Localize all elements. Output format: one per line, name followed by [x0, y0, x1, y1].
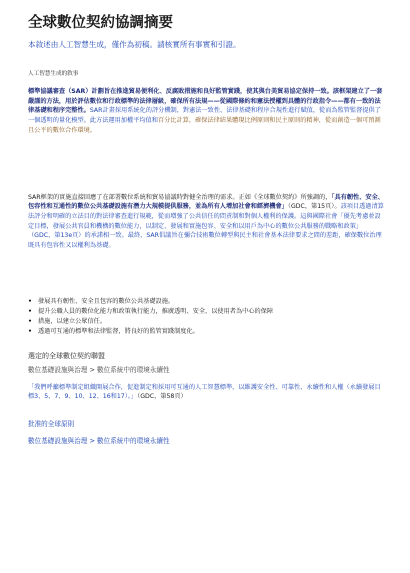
bullet-list [28, 297, 384, 337]
list-item: • 措施，以建立公眾信任。 [28, 317, 107, 325]
paragraph-2-quote: 「具有韌性、安全、包容性和互通性的數位公共基礎設施有潛力大規模提供服務，並為所有人增加社會和經濟機會」 [28, 193, 384, 211]
category-link-1[interactable]: 數位基礎設施與治理 > 數位系統中的環境永續性 [28, 365, 170, 374]
list-item: • 提升公職人員的數位化能力和政策執行能力，推廣透明、安全、以使用者為中心的保障 [28, 307, 274, 315]
quote-text: 「我們呼籲標準制定組織開展合作，促進制定和採用可互通的人工智慧標準，以維護安全性、可靠性、永續性和人權（永續發展目標3、5、7、9、10、12、16和17）。」 [28, 383, 381, 401]
page-title: 全球數位契約協調摘要 [28, 15, 173, 31]
category-link-2[interactable]: 數位基礎設施與治理 > 數位系統中的環境永續性 [28, 436, 170, 445]
bullet-icon: • [28, 297, 32, 305]
paragraph-1-end: 百分比計算，確保法律結果體現比例原則和民主原則的精神，從而創造一個可預測且公平的數位合作環境。 [28, 117, 381, 134]
paragraph-2-cite: （GDC，第15頁）。 [287, 203, 341, 211]
narrative-paragraph-2 [28, 193, 384, 251]
list-item: • 發展具有韌性、安全且包容的數位公共基礎設施。 [28, 297, 175, 305]
paragraph-2-body: 該項目透過清算法評分和明確的立法目的對法律審查進行規範，從而增強了公共信任的問責制和對個人權利的保護。這與國際社會「優先考慮並設定目標，發展公共官員和機構的數位能力，以制定、發展和實施包容、安全和以用戶為中心的數位公共服務的戰略和政策」（GDC，第13e頁）的承諾相一致。最終，SAR倡議旨在彌合技術數位轉型與民主和社會基本法律要求之間的差距，確保數位治理既具有包容性又以權利為基礎。 [28, 203, 384, 250]
ai-disclaimer: 本敘述由人工智慧生成，僅作為初稿。請核實所有事實和引證。 [28, 40, 241, 49]
gdc-quote [28, 383, 384, 402]
paragraph-2-intro: SAR框架的實施直接回應了在部署數位系統和貿易協議時對健全治理的需求。正如《全球數位契約》所強調的， [28, 193, 332, 201]
narrative-paragraph-1 [28, 87, 384, 136]
section-label: 人工智慧生成的敘事 [28, 71, 79, 77]
bullet-icon: • [28, 317, 32, 325]
quote-citation: （GDC，第58頁） [137, 393, 187, 401]
paragraph-1-body: SAR計畫採用系統化的評分機制，對憲法一致性、法律基礎和程序合規性進行賦值，從而為監管監督提供了一個透明的量化模型。此方法運用加權平均值和 [28, 107, 381, 125]
approved-principles-label: 批准的全球原則 [28, 419, 75, 428]
bullet-icon: • [28, 307, 32, 315]
paragraph-1-highlight: 標準協議審查（SAR）計劃旨在推進貿易便利化、反腐敗措施和良好監管實踐，使其與台美貿易協定保持一致。該框架建立了一套嚴謹的方法，用於評估數位和行政標準的法律層級，確保所有法規——從國際條約和憲法授權到具體的行政指令——都有一致的法律基礎和程序完整性。 [28, 88, 383, 115]
bullet-icon: • [28, 327, 32, 335]
list-item: • 透過可互通的標準和法律監督，將良好的監管實踐制度化。 [28, 327, 199, 335]
subsection-title: 選定的全球數位契約聯盟 [28, 351, 105, 360]
